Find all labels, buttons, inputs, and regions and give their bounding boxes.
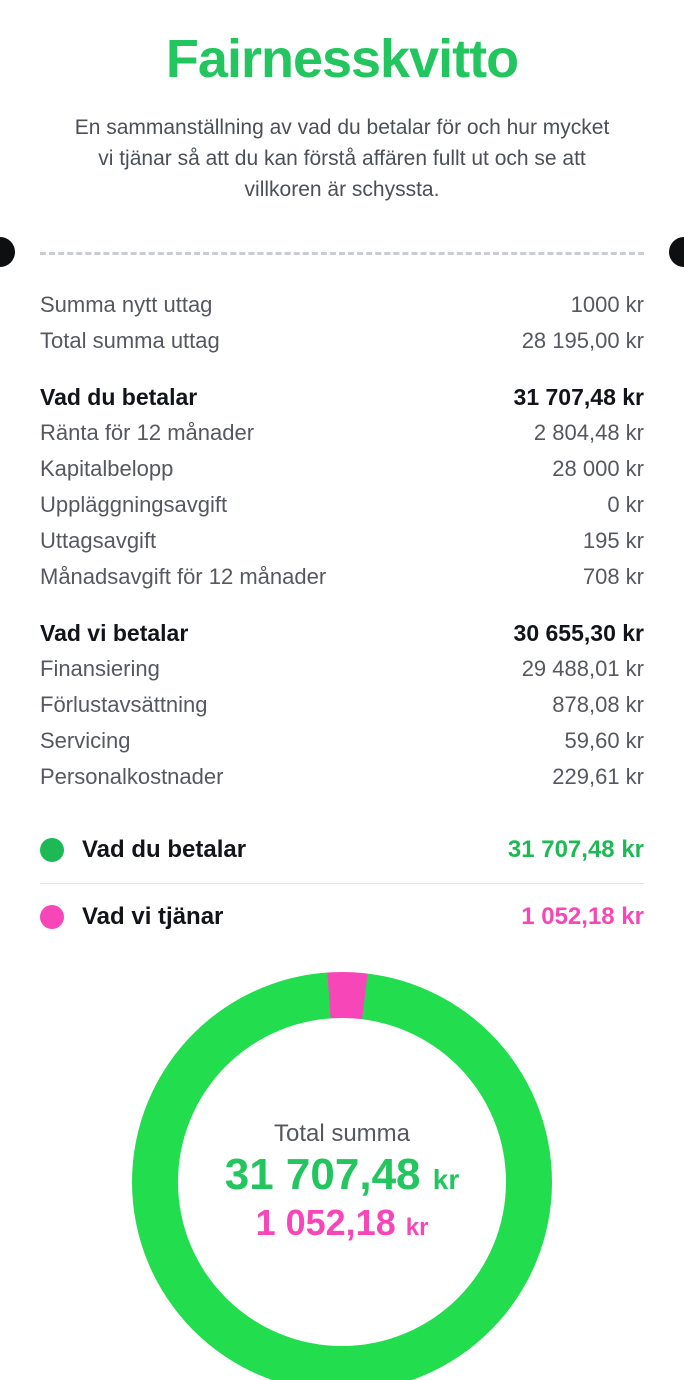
row-label: Summa nytt uttag [40,292,213,317]
section-heading-you-pay [40,379,644,415]
row-value: 1000 kr [570,292,644,317]
table-row [40,323,644,359]
legend-label: Vad du betalar [82,836,247,863]
row-label: Personalkostnader [40,764,224,789]
row-label: Förlustavsättning [40,692,208,717]
table-row [40,487,644,523]
spacer [40,595,644,615]
donut-center-sub [256,1202,429,1244]
row-value: 195 kr [582,528,644,553]
table-row [40,651,644,687]
page-title: Fairnesskvitto [165,29,519,89]
legend-label: Vad vi tjänar [82,903,224,930]
row-value: 878,08 kr [552,692,644,717]
table-row [40,559,644,595]
receipt-rows [0,287,684,795]
row-label: Finansiering [40,656,160,681]
row-value: 0 kr [607,492,644,517]
notch-right [669,237,684,267]
row-label: Vad du betalar [40,384,198,410]
legend-value: 31 707,48 kr [507,836,644,863]
row-label: Kapitalbelopp [40,456,174,481]
donut-chart [132,972,552,1380]
row-value: 31 707,48 kr [513,384,644,410]
notch-left [0,237,15,267]
row-label: Uttagsavgift [40,528,157,553]
spacer [40,359,644,379]
donut-center-main-amount: 31 707,48 [224,1150,421,1199]
donut-center-sub-amount: 1 052,18 [255,1202,396,1243]
row-value: 30 655,30 kr [513,620,644,646]
chart-legend [0,817,684,950]
table-row [40,523,644,559]
table-row [40,687,644,723]
perforation-divider [0,241,684,265]
legend-item-you-pay [40,817,644,883]
dashed-line [40,252,644,255]
donut-center-main-unit: kr [432,1164,460,1195]
row-value: 28 195,00 kr [521,328,644,353]
legend-item-we-earn [40,884,644,950]
donut-center-title: Total summa [273,1120,411,1147]
row-value: 28 000 kr [552,456,644,481]
legend-dot-icon [40,905,64,929]
row-value: 708 kr [582,564,644,589]
page-subtitle: En sammanställning av vad du betalar för och hur mycket vi tjänar så att du kan förstå affären fullt ut och se att villkoren är schyssta. [74,116,610,201]
row-label: Total summa uttag [40,328,220,353]
donut-center-sub-unit: kr [405,1214,429,1241]
row-label: Ränta för 12 månader [40,420,255,445]
section-heading-we-pay [40,615,644,651]
row-label: Uppläggningsavgift [40,492,228,517]
table-row [40,415,644,451]
row-value: 29 488,01 kr [521,656,644,681]
table-row [40,759,644,795]
row-value: 2 804,48 kr [533,420,644,445]
row-label: Servicing [40,728,131,753]
legend-dot-icon [40,838,64,862]
row-value: 59,60 kr [564,728,644,753]
table-row [40,287,644,323]
row-value: 229,61 kr [552,764,644,789]
row-label: Månadsavgift för 12 månader [40,564,327,589]
donut-center-labels [132,972,552,1380]
row-label: Vad vi betalar [40,620,189,646]
table-row [40,723,644,759]
table-row [40,451,644,487]
legend-left-you-pay [40,836,246,864]
donut-center-main [225,1150,459,1200]
legend-left-we-earn [40,903,223,931]
legend-value: 1 052,18 kr [521,903,644,930]
